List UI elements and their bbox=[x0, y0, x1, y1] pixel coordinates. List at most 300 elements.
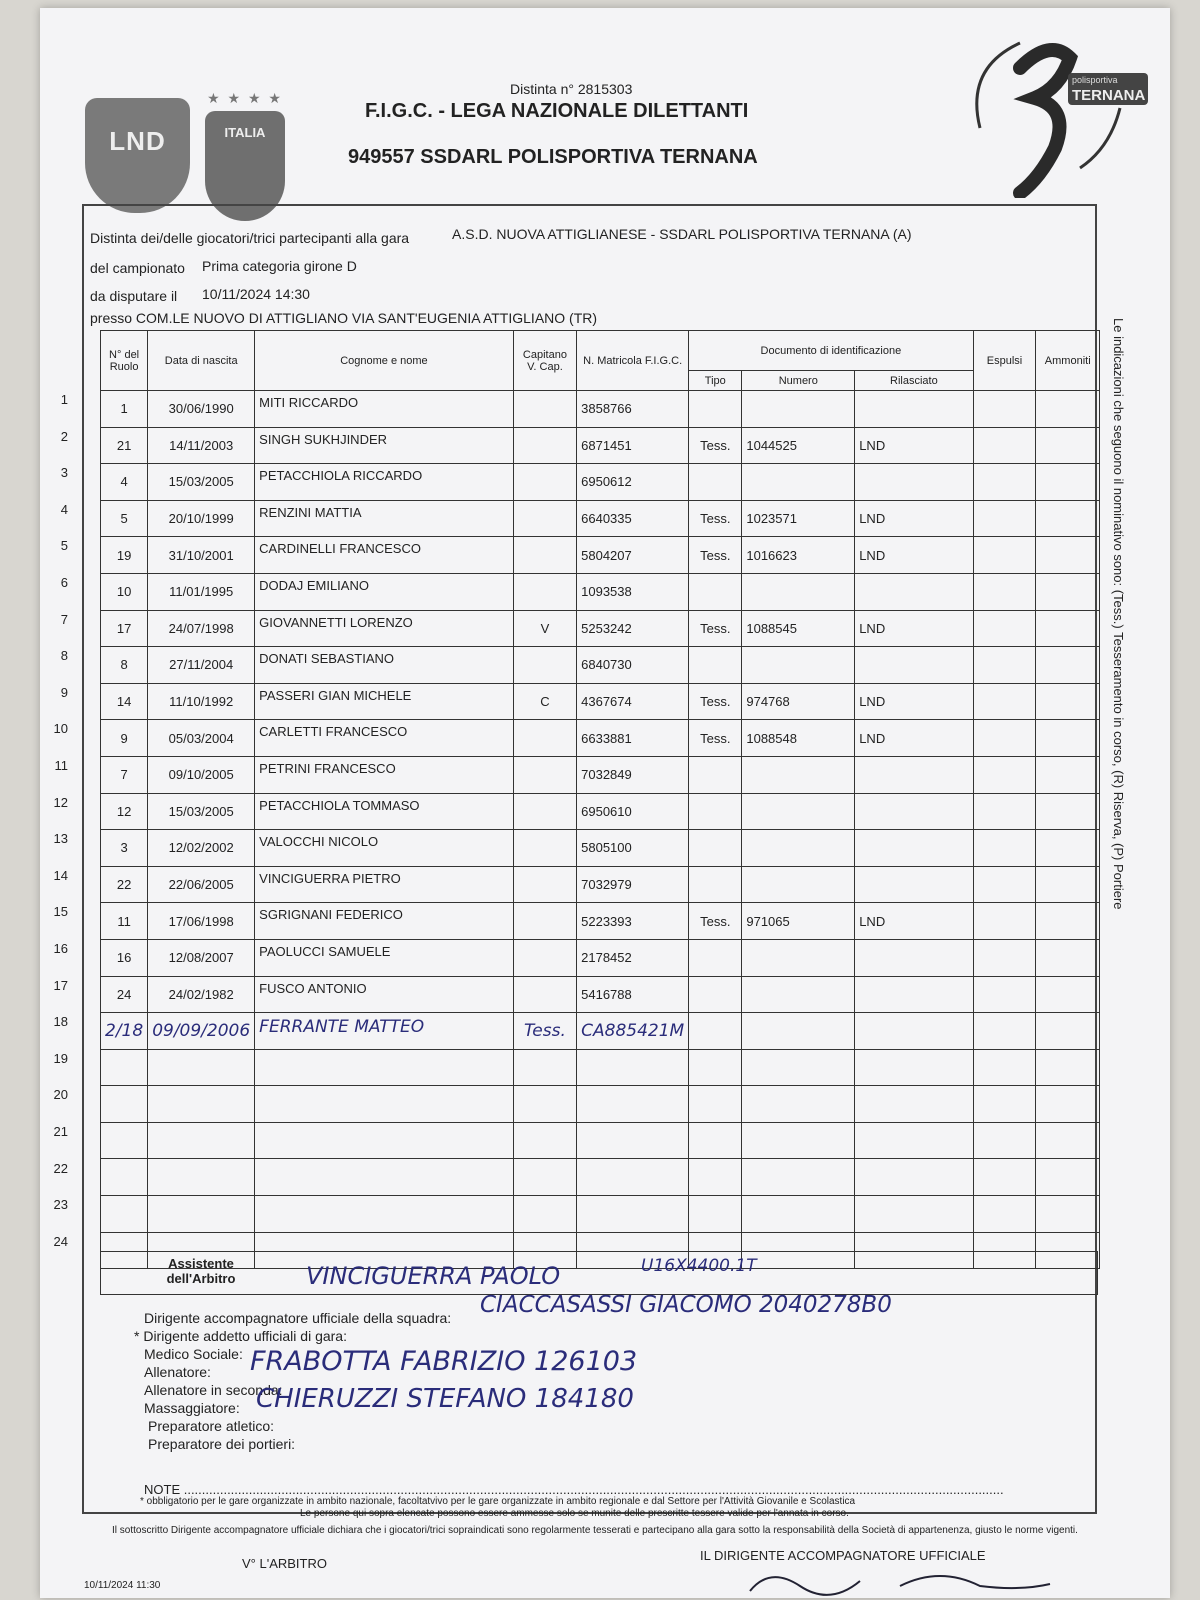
col-capitano: Capitano V. Cap. bbox=[513, 331, 576, 391]
footnote-1: * obbligatorio per le gare organizzate in ambito nazionale, facoltatvivo per le gare organizzate in ambito regionale e dal Settore per l'Attività Giovanile e Scolastica bbox=[140, 1496, 856, 1507]
row-number: 15 bbox=[53, 904, 68, 920]
player-capitano bbox=[513, 830, 576, 867]
player-espulsi bbox=[973, 830, 1036, 867]
table-row bbox=[101, 720, 1100, 757]
dirigente-label: Dirigente accompagnatore ufficiale della squadra: bbox=[144, 1310, 452, 1326]
row-number: 16 bbox=[53, 941, 68, 956]
player-espulsi bbox=[973, 537, 1036, 574]
player-ammoniti bbox=[1036, 1122, 1100, 1159]
player-numero bbox=[742, 647, 855, 684]
player-espulsi bbox=[973, 1013, 1036, 1050]
player-nascita bbox=[148, 1122, 255, 1159]
lnd-logo bbox=[85, 98, 190, 213]
player-ammoniti bbox=[1036, 647, 1100, 684]
player-nascita bbox=[148, 1159, 255, 1196]
player-numero bbox=[742, 1049, 855, 1086]
player-rilasciato: LND bbox=[855, 610, 973, 647]
player-rilasciato bbox=[855, 939, 973, 976]
player-ammoniti bbox=[1036, 500, 1100, 537]
table-header-row bbox=[101, 331, 1100, 371]
signature-scribble bbox=[740, 1556, 1060, 1596]
col-rilasciato: Rilasciato bbox=[855, 371, 973, 391]
row-number: 23 bbox=[53, 1197, 68, 1213]
player-numero: 1088548 bbox=[742, 720, 855, 757]
footnote-2: Le persone qui sopra elencate possono essere ammesse solo se munite delle prescritte tessere valide per l'annata in corso. bbox=[300, 1508, 849, 1519]
player-nascita: 15/03/2005 bbox=[148, 793, 255, 830]
player-rilasciato bbox=[855, 1049, 973, 1086]
document-sheet bbox=[40, 8, 1170, 1598]
player-matricola bbox=[577, 1196, 689, 1233]
player-matricola: 7032849 bbox=[577, 756, 689, 793]
figc-italia-logo bbox=[205, 90, 285, 220]
player-matricola: 5416788 bbox=[577, 976, 689, 1013]
row-number: 7 bbox=[60, 611, 68, 627]
player-espulsi bbox=[973, 866, 1036, 903]
row-number: 4 bbox=[60, 501, 68, 517]
player-tipo bbox=[689, 1049, 742, 1086]
player-espulsi bbox=[973, 939, 1036, 976]
player-numero bbox=[742, 1086, 855, 1123]
ternana-logo-text: TERNANA bbox=[1072, 87, 1146, 104]
player-ruolo: 22 bbox=[101, 866, 148, 903]
table-row bbox=[101, 939, 1100, 976]
lnd-logo-text: LND bbox=[109, 126, 166, 156]
player-matricola: 6871451 bbox=[577, 427, 689, 464]
player-tipo: Tess. bbox=[689, 683, 742, 720]
player-capitano: V bbox=[513, 610, 576, 647]
player-rilasciato bbox=[855, 1013, 973, 1050]
player-numero: 974768 bbox=[742, 683, 855, 720]
player-tipo: Tess. bbox=[689, 537, 742, 574]
player-nome: FERRANTE MATTEO bbox=[255, 1013, 514, 1050]
dirigente-value: CIACCASASSI GIACOMO 2040278B0 bbox=[480, 1292, 892, 1318]
club-title: 949557 SSDARL POLISPORTIVA TERNANA bbox=[348, 146, 758, 168]
player-nome: MITI RICCARDO bbox=[255, 391, 514, 428]
massaggiatore-label: Massaggiatore: bbox=[144, 1400, 240, 1416]
player-espulsi bbox=[973, 1049, 1036, 1086]
player-ruolo: 24 bbox=[101, 976, 148, 1013]
allenatore-label: Allenatore: bbox=[144, 1364, 211, 1380]
player-capitano: C bbox=[513, 683, 576, 720]
table-row bbox=[101, 610, 1100, 647]
player-ruolo bbox=[101, 1196, 148, 1233]
table-row bbox=[101, 427, 1100, 464]
players-table bbox=[100, 330, 1100, 1269]
player-ruolo bbox=[101, 1049, 148, 1086]
player-capitano bbox=[513, 1086, 576, 1123]
player-nascita: 11/10/1992 bbox=[148, 683, 255, 720]
player-capitano bbox=[513, 427, 576, 464]
row-number: 5 bbox=[60, 538, 68, 554]
player-rilasciato bbox=[855, 573, 973, 610]
player-espulsi bbox=[973, 610, 1036, 647]
player-nome: PETRINI FRANCESCO bbox=[255, 756, 514, 793]
player-nascita: 24/02/1982 bbox=[148, 976, 255, 1013]
player-ruolo: 17 bbox=[101, 610, 148, 647]
row-number: 21 bbox=[53, 1124, 68, 1139]
player-nascita bbox=[148, 1086, 255, 1123]
table-row bbox=[101, 464, 1100, 501]
row-number: 2 bbox=[60, 428, 68, 444]
row-number: 14 bbox=[53, 867, 68, 883]
player-ammoniti bbox=[1036, 610, 1100, 647]
player-numero bbox=[742, 830, 855, 867]
player-rilasciato bbox=[855, 830, 973, 867]
col-nome: Cognome e nome bbox=[255, 331, 514, 391]
player-nome: PETACCHIOLA TOMMASO bbox=[255, 793, 514, 830]
player-ammoniti bbox=[1036, 1159, 1100, 1196]
player-nascita: 20/10/1999 bbox=[148, 500, 255, 537]
player-rilasciato bbox=[855, 866, 973, 903]
campionato-value: Prima categoria girone D bbox=[202, 258, 357, 274]
player-capitano bbox=[513, 1049, 576, 1086]
player-nascita: 09/09/2006 bbox=[148, 1013, 255, 1050]
side-note bbox=[1110, 318, 1130, 1008]
player-ammoniti bbox=[1036, 756, 1100, 793]
player-nascita bbox=[148, 1196, 255, 1233]
player-espulsi bbox=[973, 1122, 1036, 1159]
player-ruolo bbox=[101, 1159, 148, 1196]
player-ruolo: 14 bbox=[101, 683, 148, 720]
table-row bbox=[101, 976, 1100, 1013]
player-tipo bbox=[689, 793, 742, 830]
player-ruolo: 10 bbox=[101, 573, 148, 610]
player-ammoniti bbox=[1036, 537, 1100, 574]
player-numero bbox=[742, 464, 855, 501]
player-capitano bbox=[513, 537, 576, 574]
player-ammoniti bbox=[1036, 1049, 1100, 1086]
row-number: 11 bbox=[54, 758, 68, 773]
player-tipo bbox=[689, 1159, 742, 1196]
player-capitano bbox=[513, 464, 576, 501]
player-espulsi bbox=[973, 1086, 1036, 1123]
player-nascita: 22/06/2005 bbox=[148, 866, 255, 903]
row-number: 13 bbox=[53, 831, 68, 847]
player-tipo bbox=[689, 756, 742, 793]
player-rilasciato: LND bbox=[855, 537, 973, 574]
table-row bbox=[101, 1013, 1100, 1050]
player-ruolo bbox=[101, 1086, 148, 1123]
player-nome: FUSCO ANTONIO bbox=[255, 976, 514, 1013]
player-espulsi bbox=[973, 976, 1036, 1013]
player-tipo bbox=[689, 830, 742, 867]
player-nome: DODAJ EMILIANO bbox=[255, 573, 514, 610]
player-ammoniti bbox=[1036, 391, 1100, 428]
dirigente-signature-label: IL DIRIGENTE ACCOMPAGNATORE UFFICIALE bbox=[700, 1548, 986, 1563]
player-espulsi bbox=[973, 1159, 1036, 1196]
assistente-doc: U16X4400.1T bbox=[641, 1256, 757, 1276]
data-value: 10/11/2024 14:30 bbox=[202, 286, 310, 302]
player-matricola: 6840730 bbox=[577, 647, 689, 684]
player-matricola bbox=[577, 1086, 689, 1123]
player-nome: RENZINI MATTIA bbox=[255, 500, 514, 537]
player-ammoniti bbox=[1036, 939, 1100, 976]
player-rilasciato bbox=[855, 1159, 973, 1196]
print-timestamp: 10/11/2024 11:30 bbox=[84, 1580, 161, 1591]
row-number: 20 bbox=[53, 1087, 68, 1103]
row-number: 22 bbox=[53, 1160, 68, 1176]
player-matricola: 4367674 bbox=[577, 683, 689, 720]
player-numero bbox=[742, 573, 855, 610]
table-row bbox=[101, 866, 1100, 903]
table-row bbox=[101, 903, 1100, 940]
note-line: NOTE ................................................................................................................................................................................................................................... bbox=[144, 1482, 1004, 1497]
player-tipo: Tess. bbox=[689, 720, 742, 757]
player-ammoniti bbox=[1036, 464, 1100, 501]
player-ammoniti bbox=[1036, 1086, 1100, 1123]
player-matricola bbox=[577, 1159, 689, 1196]
player-numero bbox=[742, 866, 855, 903]
player-capitano bbox=[513, 500, 576, 537]
player-ammoniti bbox=[1036, 573, 1100, 610]
player-numero bbox=[742, 1196, 855, 1233]
row-number: 1 bbox=[60, 392, 68, 407]
player-rilasciato: LND bbox=[855, 903, 973, 940]
arbitro-label: V° L'ARBITRO bbox=[242, 1556, 327, 1571]
table-row bbox=[101, 830, 1100, 867]
player-rilasciato bbox=[855, 464, 973, 501]
player-ammoniti bbox=[1036, 720, 1100, 757]
player-matricola: 6950612 bbox=[577, 464, 689, 501]
player-nome: SGRIGNANI FEDERICO bbox=[255, 903, 514, 940]
player-nascita: 27/11/2004 bbox=[148, 647, 255, 684]
player-nascita bbox=[148, 1049, 255, 1086]
assistente-label: Assistente dell'Arbitro bbox=[166, 1256, 236, 1286]
col-tipo: Tipo bbox=[689, 371, 742, 391]
player-capitano bbox=[513, 573, 576, 610]
player-espulsi bbox=[973, 756, 1036, 793]
player-tipo bbox=[689, 391, 742, 428]
table-row bbox=[101, 1122, 1100, 1159]
player-numero: 971065 bbox=[742, 903, 855, 940]
player-tipo bbox=[689, 939, 742, 976]
player-ruolo bbox=[101, 1122, 148, 1159]
player-ruolo: 1 bbox=[101, 391, 148, 428]
player-numero: 1023571 bbox=[742, 500, 855, 537]
player-nome: PETACCHIOLA RICCARDO bbox=[255, 464, 514, 501]
ternana-dragon-icon bbox=[960, 28, 1150, 198]
player-espulsi bbox=[973, 500, 1036, 537]
row-number: 8 bbox=[60, 648, 68, 664]
player-capitano bbox=[513, 1159, 576, 1196]
player-ammoniti bbox=[1036, 976, 1100, 1013]
player-rilasciato: LND bbox=[855, 683, 973, 720]
player-tipo: Tess. bbox=[689, 500, 742, 537]
player-tipo: Tess. bbox=[689, 427, 742, 464]
ternana-logo-subtext: polisportiva bbox=[1072, 75, 1118, 85]
player-matricola: CA885421M bbox=[577, 1013, 689, 1050]
player-rilasciato bbox=[855, 1086, 973, 1123]
player-nome: VINCIGUERRA PIETRO bbox=[255, 866, 514, 903]
player-matricola: 5805100 bbox=[577, 830, 689, 867]
table-row bbox=[101, 1159, 1100, 1196]
player-nascita: 31/10/2001 bbox=[148, 537, 255, 574]
player-espulsi bbox=[973, 391, 1036, 428]
player-matricola: 5253242 bbox=[577, 610, 689, 647]
player-nascita: 14/11/2003 bbox=[148, 427, 255, 464]
col-ruolo: N° del Ruolo bbox=[101, 331, 148, 391]
player-nome bbox=[255, 1086, 514, 1123]
seconda-label: Allenatore in seconda: bbox=[144, 1382, 283, 1398]
player-nascita: 15/03/2005 bbox=[148, 464, 255, 501]
italia-logo-text: ITALIA bbox=[224, 125, 266, 140]
player-rilasciato bbox=[855, 1122, 973, 1159]
player-rilasciato: LND bbox=[855, 720, 973, 757]
player-ruolo: 9 bbox=[101, 720, 148, 757]
player-tipo bbox=[689, 1013, 742, 1050]
player-nome bbox=[255, 1196, 514, 1233]
player-espulsi bbox=[973, 793, 1036, 830]
distinta-number: Distinta n° 2815303 bbox=[510, 81, 633, 97]
row-number: 17 bbox=[53, 977, 68, 993]
player-nascita: 24/07/1998 bbox=[148, 610, 255, 647]
player-ammoniti bbox=[1036, 427, 1100, 464]
player-capitano bbox=[513, 793, 576, 830]
player-capitano bbox=[513, 939, 576, 976]
player-ammoniti bbox=[1036, 1196, 1100, 1233]
player-nome: PASSERI GIAN MICHELE bbox=[255, 683, 514, 720]
player-tipo bbox=[689, 866, 742, 903]
col-numero: Numero bbox=[742, 371, 855, 391]
player-rilasciato bbox=[855, 793, 973, 830]
massaggiatore-value: CHIERUZZI STEFANO 184180 bbox=[256, 1384, 634, 1414]
player-nascita: 11/01/1995 bbox=[148, 573, 255, 610]
player-nome: GIOVANNETTI LORENZO bbox=[255, 610, 514, 647]
player-rilasciato bbox=[855, 391, 973, 428]
player-ammoniti bbox=[1036, 683, 1100, 720]
player-matricola: 5804207 bbox=[577, 537, 689, 574]
table-row bbox=[101, 793, 1100, 830]
player-capitano bbox=[513, 756, 576, 793]
player-matricola: 2178452 bbox=[577, 939, 689, 976]
allenatore-value: FRABOTTA FABRIZIO 126103 bbox=[250, 1346, 638, 1377]
player-numero bbox=[742, 391, 855, 428]
player-tipo bbox=[689, 1196, 742, 1233]
atletico-label: Preparatore atletico: bbox=[148, 1418, 275, 1434]
player-nascita: 09/10/2005 bbox=[148, 756, 255, 793]
player-tipo bbox=[689, 976, 742, 1013]
table-row bbox=[101, 573, 1100, 610]
lega-title: F.I.G.C. - LEGA NAZIONALE DILETTANTI bbox=[365, 100, 749, 122]
col-ammoniti: Ammoniti bbox=[1036, 331, 1100, 391]
player-espulsi bbox=[973, 427, 1036, 464]
player-nome: VALOCCHI NICOLO bbox=[255, 830, 514, 867]
table-row bbox=[101, 537, 1100, 574]
player-rilasciato bbox=[855, 1196, 973, 1233]
table-row bbox=[101, 1196, 1100, 1233]
player-nome: SINGH SUKHJINDER bbox=[255, 427, 514, 464]
player-capitano bbox=[513, 1122, 576, 1159]
player-ruolo: 8 bbox=[101, 647, 148, 684]
row-number: 24 bbox=[53, 1233, 68, 1249]
player-matricola: 7032979 bbox=[577, 866, 689, 903]
player-nascita: 12/08/2007 bbox=[148, 939, 255, 976]
presso-value: presso COM.LE NUOVO DI ATTIGLIANO VIA SANT'EUGENIA ATTIGLIANO (TR) bbox=[90, 310, 598, 326]
player-nome: CARDINELLI FRANCESCO bbox=[255, 537, 514, 574]
italia-stars: ★ ★ ★ ★ bbox=[207, 90, 283, 106]
row-number: 9 bbox=[60, 684, 68, 700]
player-matricola: 6633881 bbox=[577, 720, 689, 757]
player-tipo bbox=[689, 1122, 742, 1159]
player-capitano bbox=[513, 720, 576, 757]
addetto-label: * Dirigente addetto ufficiali di gara: bbox=[134, 1328, 347, 1344]
table-row bbox=[101, 1049, 1100, 1086]
player-espulsi bbox=[973, 1196, 1036, 1233]
player-capitano bbox=[513, 976, 576, 1013]
player-espulsi bbox=[973, 683, 1036, 720]
player-ammoniti bbox=[1036, 903, 1100, 940]
player-nome bbox=[255, 1122, 514, 1159]
assistente-name: VINCIGUERRA PAOLO bbox=[306, 1262, 561, 1290]
player-tipo bbox=[689, 464, 742, 501]
player-ammoniti bbox=[1036, 830, 1100, 867]
col-documento: Documento di identificazione bbox=[689, 331, 973, 371]
player-matricola: 6640335 bbox=[577, 500, 689, 537]
col-espulsi: Espulsi bbox=[973, 331, 1036, 391]
player-matricola: 3858766 bbox=[577, 391, 689, 428]
player-nome: PAOLUCCI SAMUELE bbox=[255, 939, 514, 976]
player-rilasciato bbox=[855, 647, 973, 684]
player-tipo: Tess. bbox=[689, 610, 742, 647]
player-capitano bbox=[513, 391, 576, 428]
player-nascita: 05/03/2004 bbox=[148, 720, 255, 757]
row-number: 10 bbox=[53, 721, 68, 737]
player-ruolo: 21 bbox=[101, 427, 148, 464]
player-ruolo: 19 bbox=[101, 537, 148, 574]
gara-value: A.S.D. NUOVA ATTIGLIANESE - SSDARL POLISPORTIVA TERNANA (A) bbox=[452, 226, 912, 242]
player-numero bbox=[742, 939, 855, 976]
table-row bbox=[101, 391, 1100, 428]
player-nascita: 30/06/1990 bbox=[148, 391, 255, 428]
player-ammoniti bbox=[1036, 793, 1100, 830]
player-tipo bbox=[689, 573, 742, 610]
player-numero: 1016623 bbox=[742, 537, 855, 574]
player-ruolo: 2/18 bbox=[101, 1013, 148, 1050]
player-rilasciato bbox=[855, 756, 973, 793]
player-nome: CARLETTI FRANCESCO bbox=[255, 720, 514, 757]
row-number: 3 bbox=[60, 465, 68, 481]
col-nascita: Data di nascita bbox=[148, 331, 255, 391]
player-tipo bbox=[689, 1086, 742, 1123]
player-rilasciato bbox=[855, 976, 973, 1013]
player-numero bbox=[742, 1122, 855, 1159]
player-capitano: Tess. bbox=[513, 1013, 576, 1050]
player-nome bbox=[255, 1159, 514, 1196]
side-note-text: Le indicazioni che seguono il nominativo sono: (Tess.) Tesseramento in corso, (R) Riserva, (P) Portiere bbox=[1111, 318, 1126, 910]
player-numero bbox=[742, 976, 855, 1013]
player-ruolo: 3 bbox=[101, 830, 148, 867]
player-matricola bbox=[577, 1049, 689, 1086]
player-rilasciato: LND bbox=[855, 427, 973, 464]
player-ruolo: 5 bbox=[101, 500, 148, 537]
row-number: 6 bbox=[60, 575, 68, 590]
player-espulsi bbox=[973, 464, 1036, 501]
player-matricola bbox=[577, 1122, 689, 1159]
player-ammoniti bbox=[1036, 866, 1100, 903]
player-matricola: 6950610 bbox=[577, 793, 689, 830]
table-row bbox=[101, 1086, 1100, 1123]
player-numero bbox=[742, 756, 855, 793]
player-espulsi bbox=[973, 573, 1036, 610]
player-numero bbox=[742, 793, 855, 830]
player-espulsi bbox=[973, 647, 1036, 684]
label-campionato: del campionato bbox=[90, 260, 185, 276]
player-capitano bbox=[513, 903, 576, 940]
player-capitano bbox=[513, 866, 576, 903]
medico-label: Medico Sociale: bbox=[144, 1346, 243, 1362]
player-rilasciato: LND bbox=[855, 500, 973, 537]
player-matricola: 1093538 bbox=[577, 573, 689, 610]
